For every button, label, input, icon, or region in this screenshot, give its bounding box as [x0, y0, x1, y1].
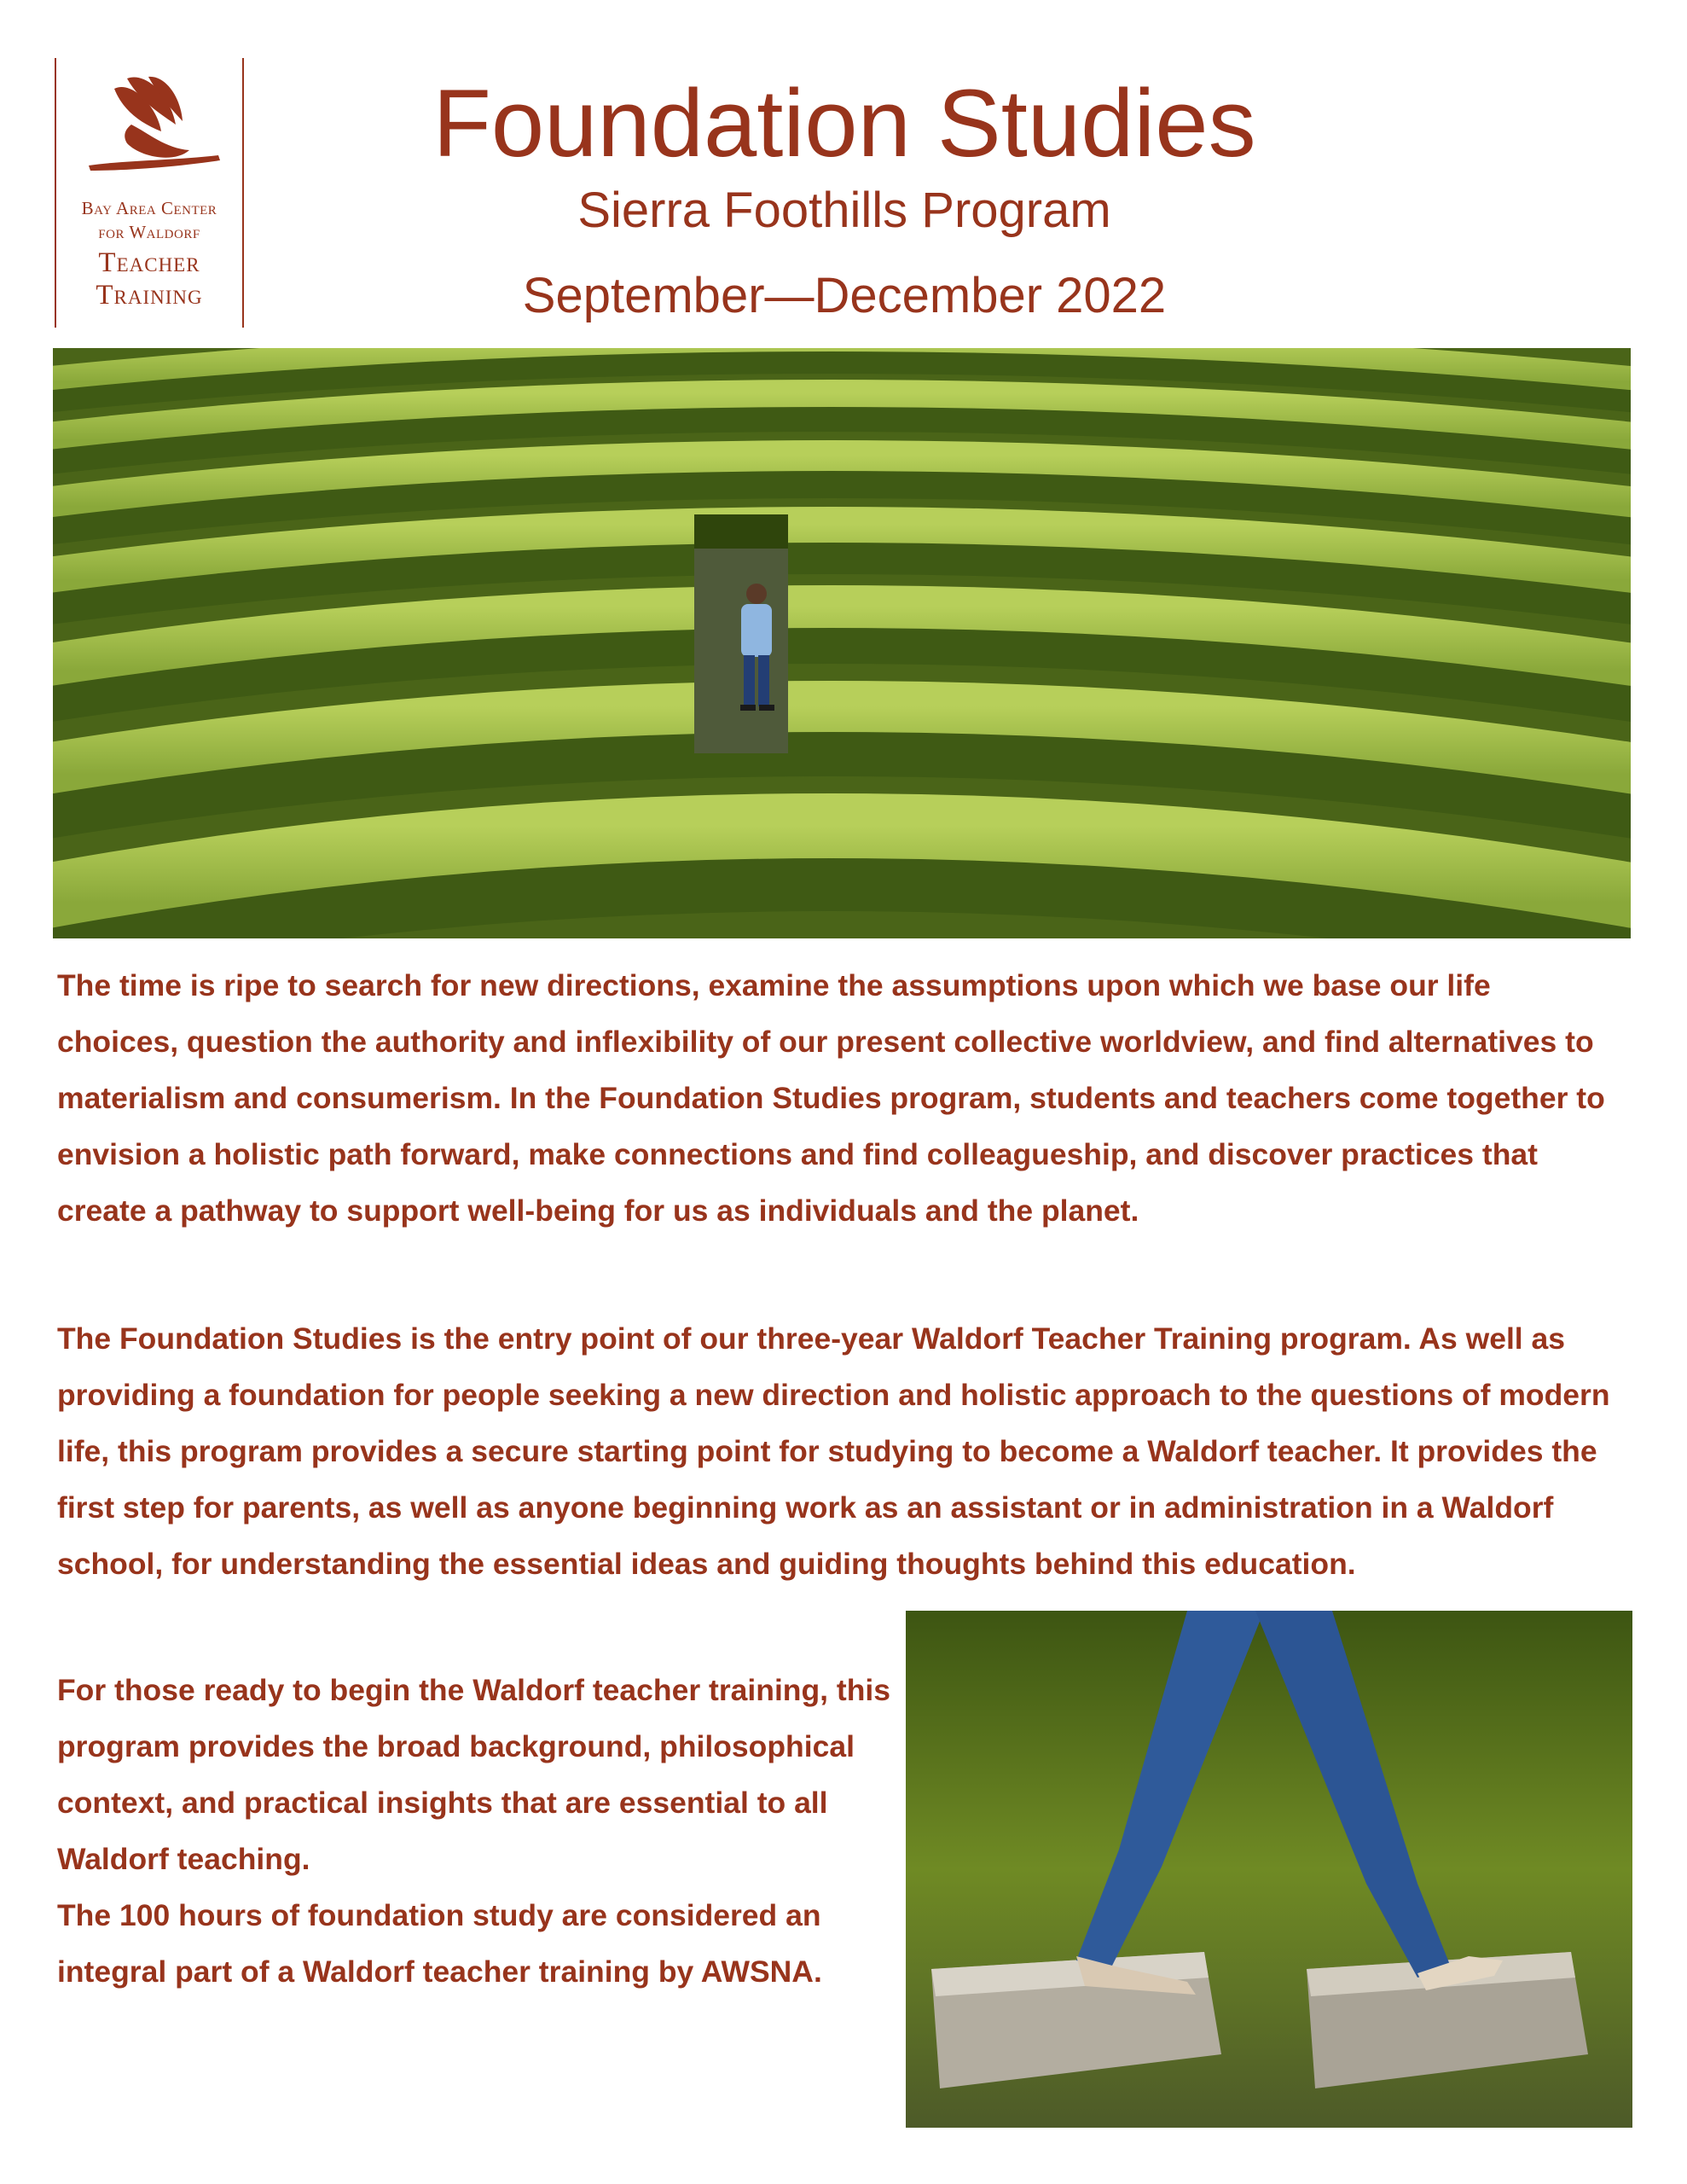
- hedge-maze-photo: [53, 348, 1631, 938]
- teacher-training-paragraph: [57, 1662, 901, 2000]
- program-description-paragraph: The Foundation Studies is the entry point of our three-year Waldorf Teacher Training program. As well as providing a foundation for people seeking a new direction and holistic approach to the questions of modern life, this program provides a secure starting point for studying to become a Waldorf teacher. It provides the first step for parents, as well as anyone beginning work as an assistant or in administration in a Waldorf school, for understanding the essential ideas and guiding thoughts behind this education.: [57, 1321, 1610, 1581]
- program-dates: September—December 2022: [522, 268, 1167, 323]
- intro-paragraph: The time is ripe to search for new directions, examine the assumptions upon which we base our life choices, question the authority and inflexibility of our present collective worldview, and find alternatives to materialism and consumerism. In the Foundation Studies program, students and teachers come together to envision a holistic path forward, make connections and find colleagueship, and discover practices that create a pathway to support well-being for us as individuals and the planet.: [57, 968, 1605, 1228]
- awsna-text: The 100 hours of foundation study are considered an integral part of a Waldorf teacher training by AWSNA.: [57, 1898, 822, 1989]
- page-title: Foundation Studies: [432, 70, 1256, 177]
- page-subtitle: Sierra Foothills Program: [577, 183, 1111, 238]
- flame-hand-logo-icon: [80, 72, 225, 177]
- logo-text-line1: Bay Area Center: [81, 198, 217, 218]
- logo: [55, 58, 244, 328]
- logo-text-line3: Teacher: [98, 247, 200, 278]
- logo-text-line2: for Waldorf: [98, 222, 200, 242]
- logo-text-line4: Training: [96, 280, 203, 311]
- stepping-stones-photo: [906, 1611, 1632, 2128]
- teacher-training-text: For those ready to begin the Waldorf teacher training, this program provides the broad background, philosophical context, and practical insights that are essential to all Waldorf teaching.: [57, 1673, 891, 1876]
